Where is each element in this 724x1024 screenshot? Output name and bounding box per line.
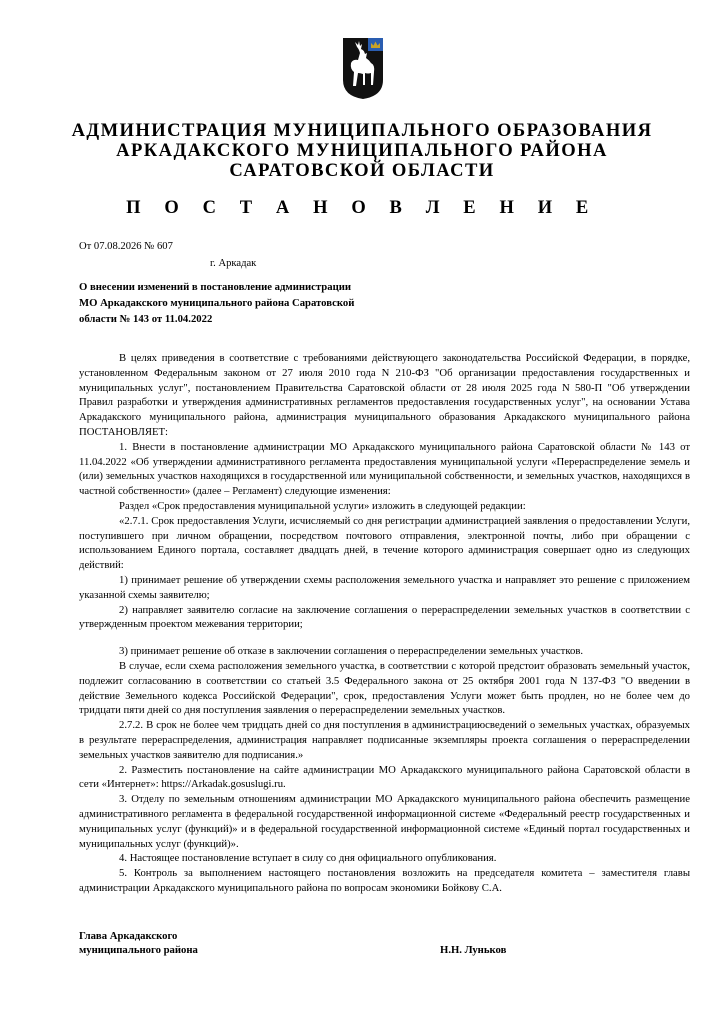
paragraph-2-7-1: «2.7.1. Срок предоставления Услуги, исчисляемый со дня регистрации администрацией заявления о предоставлении Услуги, поступившего при личном обращении, посредством почтового отправления, электронной почты, либо при обращении с использованием Единого портала, составляет двадцать дней, в течение которого администрация совершает одно из следующих действий: <box>79 514 690 572</box>
paragraph-option-3: 3) принимает решение об отказе в заключении соглашения о перераспределении земельных участков. <box>119 645 584 658</box>
subject-line-2: МО Аркадакского муниципального района Саратовской <box>79 297 355 309</box>
org-header-line-2: АРКАДАКСКОГО МУНИЦИПАЛЬНОГО РАЙОНА <box>116 140 608 161</box>
paragraph-item-3: 3. Отделу по земельным отношениям администрации МО Аркадакского муниципального района обеспечить размещение административного регламента в федеральной государственной информационной системе «Федеральный реестр государственных и муниципальных услуг (функций)» и в федеральной государственной информационной системе «Единый портал государственных и муниципальных услуг (функций)». <box>79 793 690 850</box>
paragraph-option-2: 2) направляет заявителю согласие на заключение соглашения о перераспределении земельных участков в соответствии с утвержденным проектом межевания территории; <box>79 603 690 631</box>
paragraph-section-intro: Раздел «Срок предоставления муниципальной услуги» изложить в следующей редакции: <box>119 499 526 512</box>
date-number: От 07.08.2026 № 607 <box>79 241 173 252</box>
subject-line-3: области № 143 от 11.04.2022 <box>79 313 213 325</box>
coat-of-arms-emblem <box>341 36 385 100</box>
decree-title: П О С Т А Н О В Л Е Н И Е <box>126 198 598 218</box>
org-header-line-3: САРАТОВСКОЙ ОБЛАСТИ <box>229 160 495 181</box>
decree-subject <box>79 279 354 327</box>
org-header-line-1: АДМИНИСТРАЦИЯ МУНИЦИПАЛЬНОГО ОБРАЗОВАНИЯ <box>71 120 653 141</box>
document-body <box>79 351 690 896</box>
signature-position-line-1: Глава Аркадакского <box>79 930 178 942</box>
paragraph-item-5: 5. Контроль за выполнением настоящего постановления возложить на председателя комитета – заместителя главы администрации Аркадакского муниципального района по вопросам экономики Бойкову С.А. <box>79 867 690 894</box>
paragraph-item-2: 2. Разместить постановление на сайте администрации МО Аркадакского муниципального района Саратовской области в сети «Интернет»: https://Arkadak.gosuslugi.ru. <box>79 763 690 791</box>
paragraph-item-1: 1. Внести в постановление администрации МО Аркадакского муниципального района Саратовской области № 143 от 11.04.2022 «Об утверждении административного регламента предоставления муниципальной услуги «Перераспределение земель и (или) земельных участков находящихся в государственной или муниципальной собственности, и земельных участков, находящихся в частной собственности» (далее – Регламент) следующие изменения: <box>79 440 690 498</box>
paragraph-2-7-2: 2.7.2. В срок не более чем тридцать дней со дня поступления в администрациюсведений о земельных участках, образуемых в результате перераспределения, администрация направляет подписанные экземпляры проекта соглашения о перераспределении земельных участков заявителю для подписания.» <box>79 719 690 761</box>
signature-position-line-2: муниципального района <box>79 944 198 956</box>
signature-name: Н.Н. Луньков <box>440 944 507 956</box>
subject-line-1: О внесении изменений в постановление администрации <box>79 281 352 293</box>
paragraph-option-1: 1) принимает решение об утверждении схемы расположения земельного участка и направляет это решение с приложением указанной схемы заявителю; <box>79 573 690 601</box>
paragraph-preamble: В целях приведения в соответствие с требованиями действующего законодательства Российской Федерации, в порядке, установленном Федеральным законом от 27 июля 2010 года N 210-ФЗ "Об организации предоставления государственных и муниципальных услуг", постановлением Правительства Саратовской области от 28 июля 2025 года N 580-П "Об утверждении Правил разработки и утверждения административных регламентов предоставления государственных услуг", на основании Устава Аркадакского муниципального района, администрация муниципального образования Аркадакского муниципального района ПОСТАНОВЛЯЕТ: <box>79 352 690 438</box>
paragraph-item-4: 4. Настоящее постановление вступает в силу со дня официального опубликования. <box>119 852 497 865</box>
signature-position <box>79 929 198 957</box>
paragraph-extension: В случае, если схема расположения земельного участка, в соответствии с которой предстоит образовать земельный участок, подлежит согласованию в соответствии со статьей 3.5 Федерального закона от 25 октября 2001 года N 137-ФЗ "О введении в действие Земельного кодекса Российской Федерации", срок, предоставления Услуги может быть продлен, но не более чем до тридцати пяти дней со дня поступления заявления о перераспределении земельных участков. <box>79 659 690 717</box>
city: г. Аркадак <box>210 258 257 269</box>
